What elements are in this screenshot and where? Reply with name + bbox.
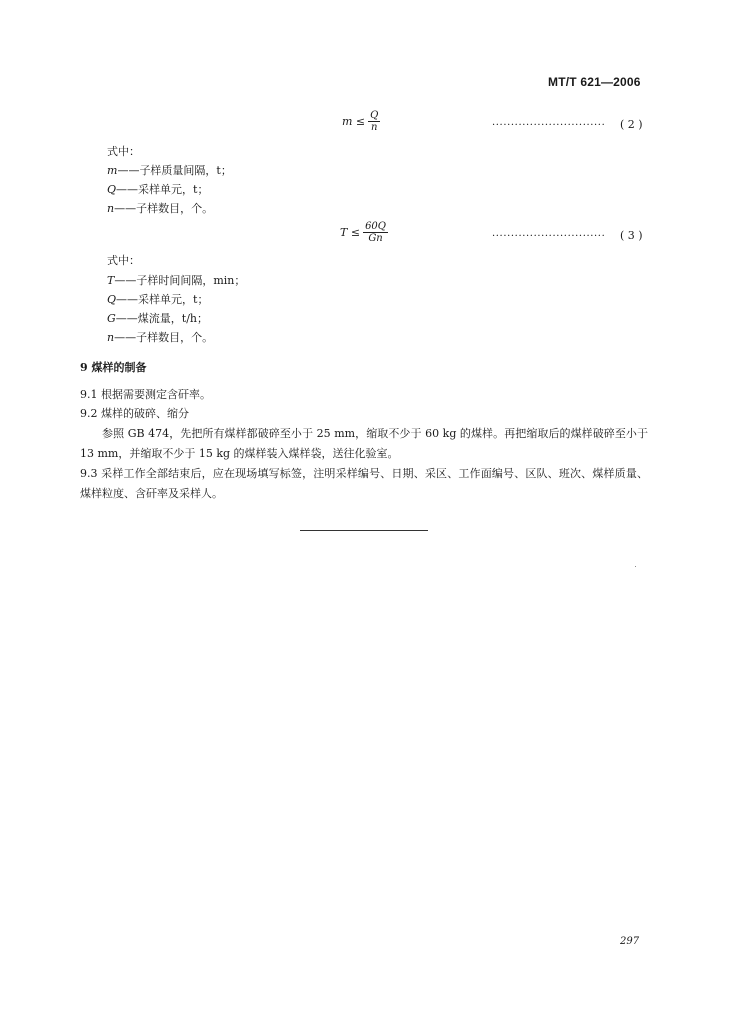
where-label-2: 式中： xyxy=(107,254,140,267)
clause-9-1: 9.1 根据需要测定含矸率。 xyxy=(80,388,211,401)
page-number: 297 xyxy=(620,936,640,947)
definition-n-2: n——子样数目，个。 xyxy=(107,331,214,344)
formula-2-denominator: n xyxy=(371,122,378,133)
formula-3 xyxy=(340,221,388,244)
formula-2-leader: ······························ xyxy=(492,120,606,131)
clause-9-3: 9.3 采样工作全部结束后，应在现场填写标签，注明采样编号、日期、采区、工作面编号、区队、班次、煤样质量、煤样粒度、含矸率及采样人。 xyxy=(80,467,648,500)
definition-q-1: Q——采样单元，t； xyxy=(107,183,209,196)
formula-2-number: ( 2 ) xyxy=(620,118,643,131)
formula-3-fraction xyxy=(363,221,388,244)
formula-3-leader: ······························ xyxy=(492,231,606,242)
formula-2-numerator: Q xyxy=(370,110,379,121)
formula-3-denominator: Gn xyxy=(368,233,383,244)
end-rule xyxy=(300,530,428,531)
speck xyxy=(635,566,636,567)
formula-3-numerator: 60Q xyxy=(365,221,386,232)
where-label-1: 式中： xyxy=(107,145,140,158)
definition-t-2: T——子样时间间隔，min； xyxy=(107,274,246,287)
formula-3-number: ( 3 ) xyxy=(620,229,643,242)
standard-number: MT/T 621—2006 xyxy=(548,75,641,89)
definition-q-2: Q——采样单元，t； xyxy=(107,293,209,306)
formula-2-fraction xyxy=(368,110,380,133)
formula-2 xyxy=(342,110,380,133)
section-9-heading: 9 煤样的制备 xyxy=(80,361,147,374)
clause-9-2-title: 9.2 煤样的破碎、缩分 xyxy=(80,407,189,420)
clause-9-2-body: 参照 GB 474，先把所有煤样都破碎至小于 25 mm，缩取不少于 60 kg 的煤样。再把缩取后的煤样破碎至小于 13 mm，并缩取不少于 15 kg 的煤样装入煤样袋，送往化验室。 xyxy=(80,427,648,460)
definition-g-2: G——煤流量，t/h； xyxy=(107,312,209,325)
formula-3-lhs: T ≤ xyxy=(340,226,361,239)
definition-n-1: n——子样数目，个。 xyxy=(107,202,214,215)
formula-2-lhs: m ≤ xyxy=(342,115,366,128)
definition-m-1: m——子样质量间隔，t； xyxy=(107,164,232,177)
